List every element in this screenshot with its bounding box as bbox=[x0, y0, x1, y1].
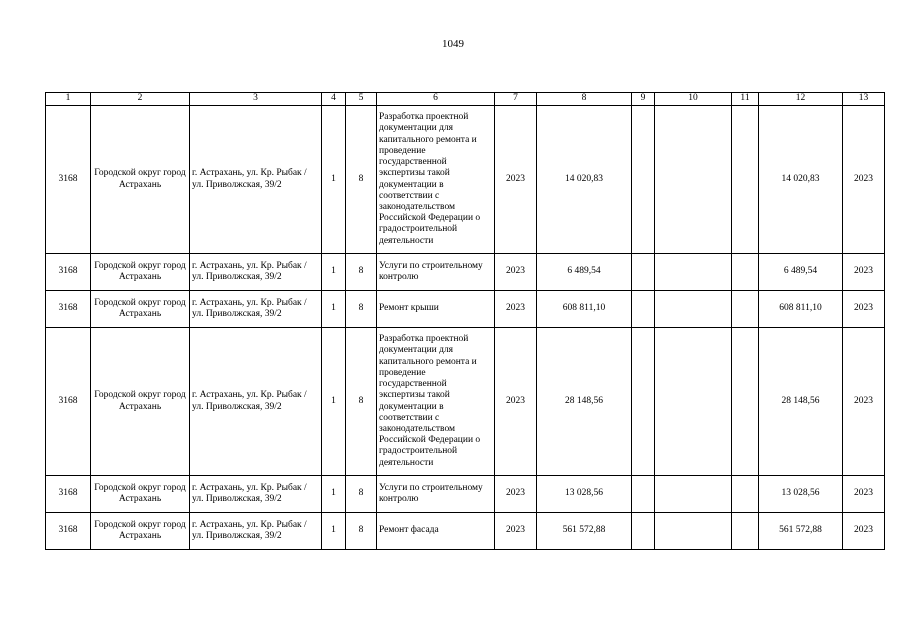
cell-col10 bbox=[655, 254, 732, 291]
cell-work-type: Ремонт фасада bbox=[377, 513, 495, 550]
cell-year-end: 2023 bbox=[843, 254, 885, 291]
cell-year: 2023 bbox=[495, 328, 537, 476]
column-header: 3 bbox=[190, 93, 322, 106]
table-row bbox=[46, 476, 885, 513]
cell-address: г. Астрахань, ул. Кр. Рыбак / ул. Приволжская, 39/2 bbox=[190, 254, 322, 291]
cell-number: 3168 bbox=[46, 513, 91, 550]
cell-year-end: 2023 bbox=[843, 106, 885, 254]
cell-municipality: Городской округ город Астрахань bbox=[91, 328, 190, 476]
table-header bbox=[46, 93, 885, 106]
cell-col9 bbox=[632, 291, 655, 328]
cell-col11 bbox=[732, 476, 759, 513]
column-header: 2 bbox=[91, 93, 190, 106]
column-header: 4 bbox=[322, 93, 346, 106]
cell-address: г. Астрахань, ул. Кр. Рыбак / ул. Приволжская, 39/2 bbox=[190, 106, 322, 254]
cell-work-type: Разработка проектной документации для капитального ремонта и проведение государственной экспертизы такой документации в соответствии с законодательством Российской Федерации о градостроительной деятельности bbox=[377, 106, 495, 254]
cell-col4: 1 bbox=[322, 254, 346, 291]
cell-year: 2023 bbox=[495, 476, 537, 513]
cell-municipality: Городской округ город Астрахань bbox=[91, 254, 190, 291]
cell-year: 2023 bbox=[495, 106, 537, 254]
cell-col4: 1 bbox=[322, 291, 346, 328]
table-row bbox=[46, 513, 885, 550]
page-number: 1049 bbox=[442, 38, 464, 50]
cell-col5: 8 bbox=[346, 476, 377, 513]
cell-col9 bbox=[632, 476, 655, 513]
cell-work-type: Услуги по строительному контролю bbox=[377, 254, 495, 291]
cell-cost-total: 28 148,56 bbox=[759, 328, 843, 476]
works-table bbox=[45, 92, 885, 550]
column-numbers-row bbox=[46, 93, 885, 106]
cell-work-type: Разработка проектной документации для капитального ремонта и проведение государственной экспертизы такой документации в соответствии с законодательством Российской Федерации о градостроительной деятельности bbox=[377, 328, 495, 476]
column-header: 7 bbox=[495, 93, 537, 106]
column-header: 13 bbox=[843, 93, 885, 106]
cell-col10 bbox=[655, 476, 732, 513]
cell-address: г. Астрахань, ул. Кр. Рыбак / ул. Приволжская, 39/2 bbox=[190, 476, 322, 513]
cell-municipality: Городской округ город Астрахань bbox=[91, 291, 190, 328]
cell-work-type: Услуги по строительному контролю bbox=[377, 476, 495, 513]
cell-year: 2023 bbox=[495, 513, 537, 550]
cell-col10 bbox=[655, 328, 732, 476]
cell-col9 bbox=[632, 328, 655, 476]
column-header: 8 bbox=[537, 93, 632, 106]
column-header: 10 bbox=[655, 93, 732, 106]
cell-col10 bbox=[655, 513, 732, 550]
cell-col5: 8 bbox=[346, 513, 377, 550]
cell-cost-total: 13 028,56 bbox=[759, 476, 843, 513]
cell-number: 3168 bbox=[46, 476, 91, 513]
table-row bbox=[46, 106, 885, 254]
cell-municipality: Городской округ город Астрахань bbox=[91, 476, 190, 513]
column-header: 6 bbox=[377, 93, 495, 106]
cell-col11 bbox=[732, 513, 759, 550]
cell-col9 bbox=[632, 106, 655, 254]
cell-cost-total: 608 811,10 bbox=[759, 291, 843, 328]
cell-col11 bbox=[732, 254, 759, 291]
cell-year-end: 2023 bbox=[843, 328, 885, 476]
cell-col10 bbox=[655, 291, 732, 328]
cell-cost: 6 489,54 bbox=[537, 254, 632, 291]
cell-cost-total: 14 020,83 bbox=[759, 106, 843, 254]
table-row bbox=[46, 254, 885, 291]
cell-year-end: 2023 bbox=[843, 291, 885, 328]
column-header: 11 bbox=[732, 93, 759, 106]
cell-municipality: Городской округ город Астрахань bbox=[91, 106, 190, 254]
cell-col4: 1 bbox=[322, 106, 346, 254]
cell-address: г. Астрахань, ул. Кр. Рыбак / ул. Приволжская, 39/2 bbox=[190, 513, 322, 550]
cell-col4: 1 bbox=[322, 476, 346, 513]
cell-cost: 561 572,88 bbox=[537, 513, 632, 550]
cell-col5: 8 bbox=[346, 291, 377, 328]
cell-number: 3168 bbox=[46, 328, 91, 476]
table-row bbox=[46, 291, 885, 328]
cell-col11 bbox=[732, 291, 759, 328]
cell-col4: 1 bbox=[322, 328, 346, 476]
cell-cost-total: 561 572,88 bbox=[759, 513, 843, 550]
cell-col5: 8 bbox=[346, 328, 377, 476]
column-header: 9 bbox=[632, 93, 655, 106]
cell-col11 bbox=[732, 106, 759, 254]
cell-municipality: Городской округ город Астрахань bbox=[91, 513, 190, 550]
cell-cost: 14 020,83 bbox=[537, 106, 632, 254]
cell-work-type: Ремонт крыши bbox=[377, 291, 495, 328]
column-header: 12 bbox=[759, 93, 843, 106]
cell-number: 3168 bbox=[46, 291, 91, 328]
table-row bbox=[46, 328, 885, 476]
cell-col11 bbox=[732, 328, 759, 476]
cell-col9 bbox=[632, 254, 655, 291]
column-header: 1 bbox=[46, 93, 91, 106]
cell-col5: 8 bbox=[346, 106, 377, 254]
cell-year-end: 2023 bbox=[843, 513, 885, 550]
cell-col9 bbox=[632, 513, 655, 550]
cell-col10 bbox=[655, 106, 732, 254]
cell-col4: 1 bbox=[322, 513, 346, 550]
cell-address: г. Астрахань, ул. Кр. Рыбак / ул. Приволжская, 39/2 bbox=[190, 328, 322, 476]
column-header: 5 bbox=[346, 93, 377, 106]
cell-cost: 28 148,56 bbox=[537, 328, 632, 476]
cell-cost-total: 6 489,54 bbox=[759, 254, 843, 291]
cell-cost: 13 028,56 bbox=[537, 476, 632, 513]
cell-number: 3168 bbox=[46, 106, 91, 254]
cell-address: г. Астрахань, ул. Кр. Рыбак / ул. Приволжская, 39/2 bbox=[190, 291, 322, 328]
cell-number: 3168 bbox=[46, 254, 91, 291]
cell-year: 2023 bbox=[495, 254, 537, 291]
cell-year-end: 2023 bbox=[843, 476, 885, 513]
cell-cost: 608 811,10 bbox=[537, 291, 632, 328]
cell-col5: 8 bbox=[346, 254, 377, 291]
cell-year: 2023 bbox=[495, 291, 537, 328]
